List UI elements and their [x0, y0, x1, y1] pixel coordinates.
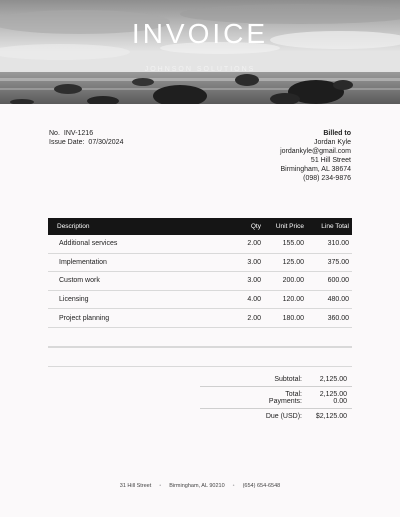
issue-date-label: Issue Date:: [49, 139, 85, 146]
invoice-number-row: [49, 129, 123, 138]
footer: [0, 483, 400, 489]
client-city: Birmingham, AL 38674: [280, 166, 351, 173]
company-name: JOHNSON SOLUTIONS: [144, 66, 256, 73]
row-line-total: 480.00: [327, 296, 349, 304]
invoice-title: INVOICE: [131, 18, 269, 49]
row-qty: 3.00: [247, 277, 261, 285]
row-qty: 2.00: [247, 314, 261, 322]
client-email: jordankyle@gmail.com: [280, 148, 351, 155]
row-unit-price: 125.00: [282, 258, 304, 266]
invoice-number-label: No.: [49, 130, 60, 137]
table-row: [48, 291, 352, 310]
hero-banner: [0, 0, 400, 104]
row-unit-price: 180.00: [282, 314, 304, 322]
footer-phone: (654) 654-6548: [242, 483, 281, 489]
row-qty: 4.00: [247, 296, 261, 304]
row-description: Project planning: [59, 314, 110, 322]
invoice-meta: [49, 129, 123, 147]
separator-dot: •: [159, 483, 162, 489]
invoice-number: INV-1216: [63, 130, 94, 137]
separator-dot: •: [232, 483, 235, 489]
due-value: $2,125.00: [315, 413, 347, 420]
footer-street: 31 Hill Street: [119, 483, 152, 489]
subtotal-value: 2,125.00: [319, 376, 347, 383]
table-row: [48, 235, 352, 254]
totals-block: [200, 370, 352, 423]
row-unit-price: 200.00: [282, 277, 304, 285]
billed-to-block: [280, 129, 351, 183]
client-street: 51 Hill Street: [310, 157, 351, 164]
row-unit-price: 120.00: [282, 296, 304, 304]
total-label: Total:: [285, 391, 302, 398]
seascape-photo: [0, 0, 400, 104]
row-description: Implementation: [59, 258, 107, 266]
payments-value: 0.00: [333, 398, 347, 405]
due-row: [200, 413, 352, 420]
total-value: 2,125.00: [319, 391, 347, 398]
row-description: Custom work: [59, 277, 100, 285]
issue-date: 07/30/2024: [88, 139, 124, 146]
row-qty: 3.00: [247, 258, 261, 266]
subtotal-section: [200, 370, 352, 387]
row-description: Licensing: [59, 296, 89, 304]
subtotal-label: Subtotal:: [274, 376, 302, 383]
client-phone: (098) 234-9876: [303, 175, 351, 182]
table-row: [48, 309, 352, 328]
divider: [48, 366, 352, 367]
header-unit-price: Unit Price: [275, 223, 304, 230]
payments-label: Payments:: [268, 398, 302, 405]
empty-row: [48, 328, 352, 347]
table-row: [48, 254, 352, 273]
table-header: [48, 218, 352, 235]
row-line-total: 360.00: [327, 314, 349, 322]
payments-row: [200, 398, 352, 405]
header-description: Description: [57, 223, 90, 230]
row-line-total: 310.00: [327, 240, 349, 248]
issue-date-row: [49, 138, 123, 147]
row-qty: 2.00: [247, 240, 261, 248]
due-label: Due (USD):: [265, 413, 302, 420]
divider: [48, 347, 352, 348]
footer-city: Birmingham, AL 90210: [169, 483, 225, 489]
table-row: [48, 272, 352, 291]
billed-to-label: Billed to: [323, 130, 351, 137]
row-description: Additional services: [59, 240, 118, 248]
total-row: [200, 391, 352, 398]
subtotal-row: [200, 376, 352, 383]
row-line-total: 375.00: [327, 258, 349, 266]
row-unit-price: 155.00: [282, 240, 304, 248]
header-line-total: Line Total: [321, 223, 349, 230]
header-qty: Qty: [250, 223, 261, 230]
due-section: [200, 409, 352, 423]
client-name: Jordan Kyle: [314, 139, 351, 146]
items-table: [48, 218, 352, 347]
row-line-total: 600.00: [327, 277, 349, 285]
total-section: [200, 387, 352, 409]
